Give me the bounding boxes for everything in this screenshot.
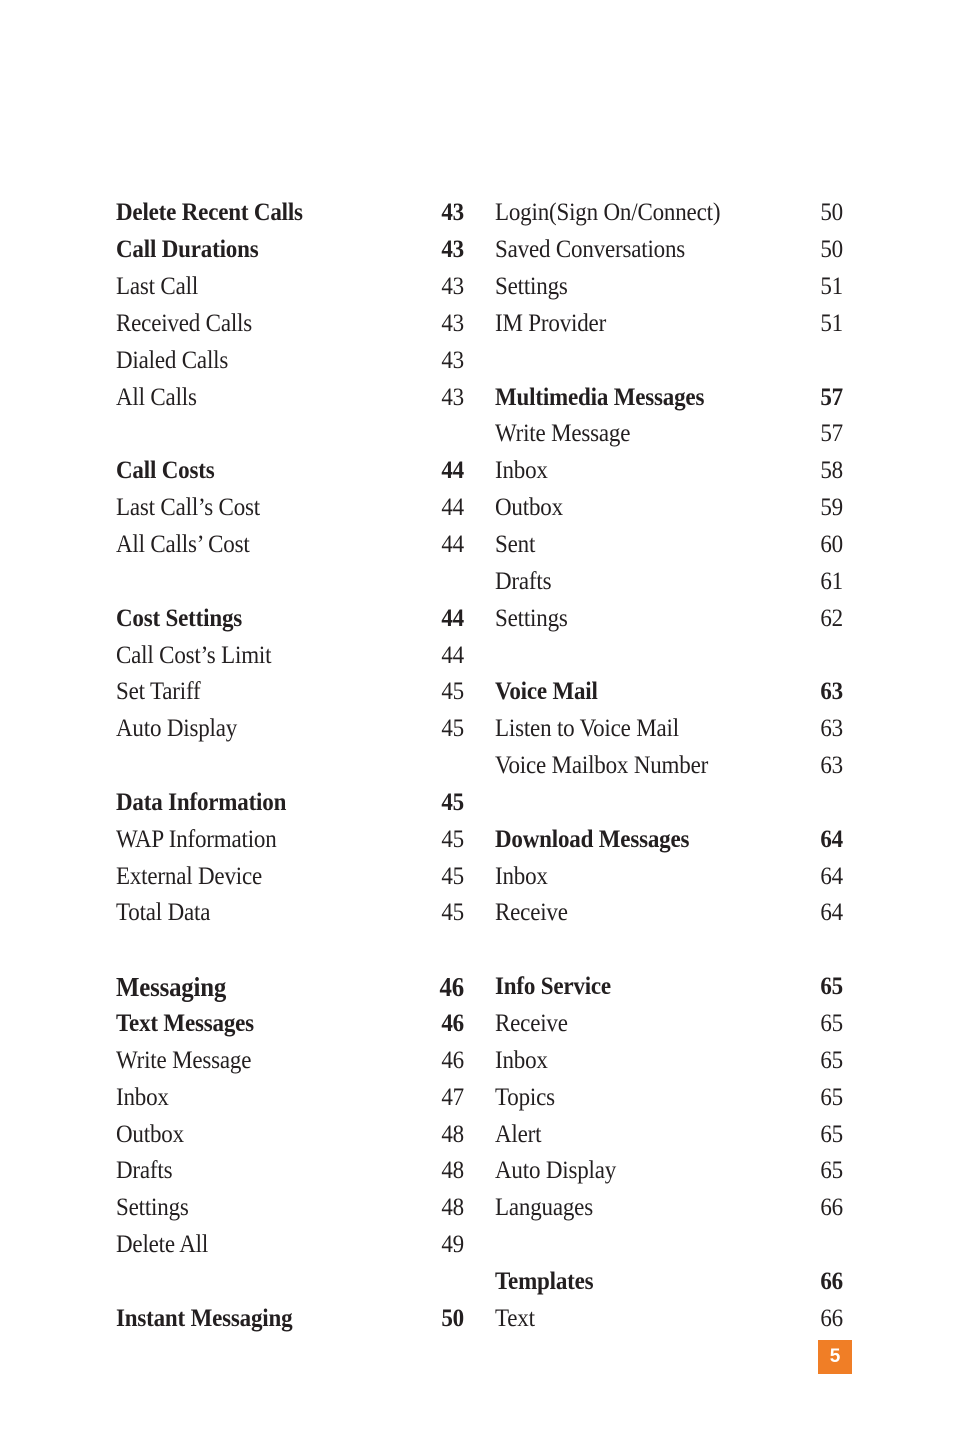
- toc-entry-page: 66: [820, 1267, 844, 1295]
- toc-entry: [495, 711, 843, 748]
- toc-entry-title: Login(Sign On/Connect): [495, 199, 721, 227]
- toc-entry: [116, 342, 464, 379]
- toc-entry-page: 45: [441, 862, 465, 890]
- toc-section-entry: [116, 1006, 464, 1043]
- toc-entry-title: Settings: [116, 1194, 189, 1222]
- toc-section-entry: [116, 195, 464, 232]
- toc-entry-page: 48: [441, 1157, 465, 1185]
- toc-section-entry: [495, 1263, 843, 1300]
- toc-entry: [116, 1227, 464, 1264]
- toc-entry-title: Outbox: [116, 1120, 184, 1148]
- toc-entry: [116, 490, 464, 527]
- toc-entry-title: Messaging: [116, 971, 227, 1002]
- toc-entry-page: 44: [441, 641, 465, 669]
- toc-entry-title: Call Durations: [116, 236, 259, 264]
- toc-entry: [116, 711, 464, 748]
- toc-entry-page: 63: [820, 752, 844, 780]
- toc-entry-title: Drafts: [116, 1157, 173, 1185]
- toc-entry: [116, 379, 464, 416]
- toc-entry-page: 62: [820, 604, 844, 632]
- toc-entry-page: 64: [820, 825, 844, 853]
- toc-entry: [495, 1116, 843, 1153]
- toc-entry-title: Templates: [495, 1267, 594, 1295]
- toc-entry-title: Listen to Voice Mail: [495, 715, 679, 743]
- toc-entry-page: 65: [820, 1009, 844, 1037]
- toc-entry: [116, 858, 464, 895]
- toc-entry-page: 44: [441, 531, 465, 559]
- toc-entry-page: 45: [441, 899, 465, 927]
- toc-entry-page: 46: [441, 1009, 465, 1037]
- toc-entry: [116, 1116, 464, 1153]
- toc-entry-title: Topics: [495, 1083, 555, 1111]
- toc-entry: [495, 895, 843, 932]
- toc-entry: [495, 195, 843, 232]
- toc-entry: [495, 527, 843, 564]
- toc-entry-page: 50: [820, 236, 844, 264]
- toc-entry-page: 43: [441, 309, 465, 337]
- toc-entry-title: Inbox: [495, 457, 548, 485]
- toc-entry-page: 44: [441, 494, 465, 522]
- toc-entry: [495, 232, 843, 269]
- toc-entry-page: 60: [820, 531, 844, 559]
- toc-entry-page: 66: [820, 1194, 844, 1222]
- toc-section-entry: [116, 1300, 464, 1337]
- toc-entry-title: Call Costs: [116, 457, 215, 485]
- toc-entry-page: 57: [820, 383, 844, 411]
- toc-spacer: [495, 932, 843, 969]
- toc-spacer: [116, 932, 464, 969]
- toc-entry: [116, 1190, 464, 1227]
- toc-entry: [116, 1079, 464, 1116]
- toc-spacer: [116, 1263, 464, 1300]
- toc-entry-page: 63: [820, 715, 844, 743]
- toc-entry-page: 50: [441, 1304, 465, 1332]
- toc-entry-title: Alert: [495, 1120, 542, 1148]
- toc-section-entry: [116, 785, 464, 822]
- toc-entry: [495, 1190, 843, 1227]
- toc-entry-page: 50: [820, 199, 844, 227]
- toc-section-entry: [495, 379, 843, 416]
- toc-entry-title: Settings: [495, 604, 568, 632]
- toc-entry-title: Text: [495, 1304, 535, 1332]
- toc-entry-page: 64: [820, 899, 844, 927]
- toc-entry-page: 43: [441, 199, 465, 227]
- toc-entry-title: Info Service: [495, 973, 611, 1001]
- toc-entry-title: Receive: [495, 1009, 568, 1037]
- toc-entry: [116, 674, 464, 711]
- toc-entry-page: 46: [441, 1046, 465, 1074]
- toc-entry-page: 65: [820, 1120, 844, 1148]
- toc-entry: [495, 453, 843, 490]
- toc-section-entry: [495, 821, 843, 858]
- toc-entry-title: Voice Mailbox Number: [495, 752, 709, 780]
- toc-entry-page: 43: [441, 273, 465, 301]
- toc-spacer: [495, 785, 843, 822]
- toc-entry-page: 51: [820, 273, 844, 301]
- toc-section-entry: [116, 232, 464, 269]
- toc-entry-page: 63: [820, 678, 844, 706]
- toc-spacer: [495, 637, 843, 674]
- toc-entry-page: 65: [820, 1083, 844, 1111]
- toc-entry-title: Settings: [495, 273, 568, 301]
- toc-entry-page: 65: [820, 973, 844, 1001]
- toc-entry-title: Saved Conversations: [495, 236, 686, 264]
- toc-left-column: [116, 195, 464, 1337]
- toc-entry-title: Set Tariff: [116, 678, 201, 706]
- toc-entry-title: Languages: [495, 1194, 593, 1222]
- toc-entry-page: 43: [441, 236, 465, 264]
- toc-entry: [116, 306, 464, 343]
- toc-entry: [495, 1300, 843, 1337]
- toc-section-entry: [116, 600, 464, 637]
- toc-entry-title: Auto Display: [116, 715, 238, 743]
- toc-entry-page: 47: [441, 1083, 465, 1111]
- toc-entry-page: 49: [441, 1231, 465, 1259]
- toc-entry-title: Outbox: [495, 494, 563, 522]
- toc-entry: [116, 527, 464, 564]
- toc-entry-title: IM Provider: [495, 309, 607, 337]
- toc-entry-title: Sent: [495, 531, 536, 559]
- toc-entry: [116, 1042, 464, 1079]
- page-number: 5: [829, 1346, 841, 1367]
- toc-entry-title: Receive: [495, 899, 568, 927]
- toc-entry-page: 43: [441, 346, 465, 374]
- toc-section-entry: [116, 453, 464, 490]
- toc-entry-page: 51: [820, 309, 844, 337]
- toc-entry-title: Drafts: [495, 567, 552, 595]
- toc-entry-title: WAP Information: [116, 825, 277, 853]
- toc-entry-page: 46: [439, 971, 465, 1002]
- toc-spacer: [116, 748, 464, 785]
- toc-entry-title: External Device: [116, 862, 263, 890]
- toc-entry-page: 57: [820, 420, 844, 448]
- toc-entry: [116, 821, 464, 858]
- toc-entry-title: Data Information: [116, 788, 287, 816]
- toc-entry-page: 64: [820, 862, 844, 890]
- page-number-badge: [818, 1340, 852, 1374]
- toc-entry-title: All Calls: [116, 383, 197, 411]
- toc-entry-page: 44: [441, 604, 465, 632]
- toc-entry-title: Delete Recent Calls: [116, 199, 303, 227]
- toc-entry-page: 66: [820, 1304, 844, 1332]
- toc-entry-title: Text Messages: [116, 1009, 254, 1037]
- toc-entry-title: Delete All: [116, 1231, 209, 1259]
- toc-entry-title: Auto Display: [495, 1157, 617, 1185]
- toc-entry-title: Last Call’s Cost: [116, 494, 261, 522]
- toc-entry: [495, 600, 843, 637]
- toc-entry-title: All Calls’ Cost: [116, 531, 250, 559]
- toc-section-entry: [495, 969, 843, 1006]
- toc-entry-title: Last Call: [116, 273, 199, 301]
- toc-entry: [495, 1042, 843, 1079]
- toc-entry-title: Total Data: [116, 899, 211, 927]
- toc-entry-page: 45: [441, 788, 465, 816]
- toc-entry-page: 65: [820, 1046, 844, 1074]
- toc-entry: [116, 1153, 464, 1190]
- toc-entry-title: Inbox: [116, 1083, 169, 1111]
- toc-entry-title: Write Message: [495, 420, 631, 448]
- toc-entry-title: Cost Settings: [116, 604, 243, 632]
- toc-entry: [495, 1153, 843, 1190]
- toc-entry-page: 44: [441, 457, 465, 485]
- toc-entry-title: Received Calls: [116, 309, 253, 337]
- toc-entry-title: Inbox: [495, 862, 548, 890]
- toc-spacer: [495, 342, 843, 379]
- toc-entry-title: Dialed Calls: [116, 346, 229, 374]
- toc-entry-page: 45: [441, 678, 465, 706]
- toc-entry-page: 48: [441, 1194, 465, 1222]
- toc-entry-title: Inbox: [495, 1046, 548, 1074]
- toc-entry-title: Call Cost’s Limit: [116, 641, 272, 669]
- toc-entry-title: Write Message: [116, 1046, 252, 1074]
- toc-entry: [495, 269, 843, 306]
- toc-entry-page: 58: [820, 457, 844, 485]
- toc-entry: [495, 306, 843, 343]
- toc-entry-page: 61: [820, 567, 844, 595]
- toc-entry-page: 45: [441, 715, 465, 743]
- toc-entry: [495, 858, 843, 895]
- toc-entry: [495, 748, 843, 785]
- toc-section-entry: [116, 969, 464, 1006]
- toc-entry-page: 65: [820, 1157, 844, 1185]
- toc-spacer: [495, 1227, 843, 1264]
- toc-entry: [495, 1006, 843, 1043]
- toc-entry-page: 45: [441, 825, 465, 853]
- toc-entry-title: Download Messages: [495, 825, 690, 853]
- toc-entry-title: Voice Mail: [495, 678, 598, 706]
- toc-entry: [116, 637, 464, 674]
- toc-spacer: [116, 416, 464, 453]
- toc-entry: [495, 563, 843, 600]
- toc-entry-title: Multimedia Messages: [495, 383, 705, 411]
- toc-entry: [116, 269, 464, 306]
- toc-entry: [495, 416, 843, 453]
- toc-entry-page: 59: [820, 494, 844, 522]
- toc-section-entry: [495, 674, 843, 711]
- toc-entry-title: Instant Messaging: [116, 1304, 293, 1332]
- toc-entry: [495, 1079, 843, 1116]
- toc-entry: [495, 490, 843, 527]
- toc-entry-page: 48: [441, 1120, 465, 1148]
- toc-entry-page: 43: [441, 383, 465, 411]
- toc-spacer: [116, 563, 464, 600]
- toc-entry: [116, 895, 464, 932]
- toc-right-column: [495, 195, 843, 1337]
